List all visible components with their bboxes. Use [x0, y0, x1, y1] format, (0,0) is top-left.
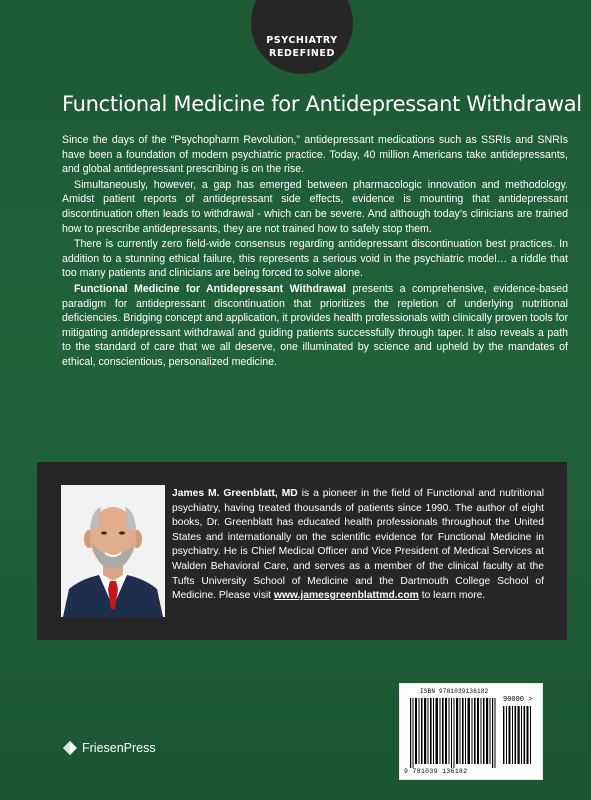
- author-website-link[interactable]: www.jamesgreenblattmd.com: [273, 590, 419, 602]
- back-cover-blurb: [62, 133, 568, 371]
- publisher-logo: [62, 740, 156, 756]
- author-bio: [172, 487, 544, 604]
- author-bio-end: to learn more.: [418, 590, 486, 602]
- isbn-label: ISBN 9781039136182: [420, 688, 489, 695]
- blurb-paragraph-4-text: presents a comprehensive, evidence-based paradigm for antidepressant discontinuation that prioritizes the repletion of underlying nutritional deficiencies. Bridging concept and application, it provides health professionals with clinically proven tools for mitigating antidepressant withdrawal and guiding patients successfully through taper. It also reveals a path to the standard of care that we all deserve, one illuminated by science and upheld by the mandates of ethical, conscientious, personalized medicine.: [62, 282, 568, 368]
- author-portrait-image: [61, 485, 165, 617]
- blurb-paragraph-4: [62, 282, 568, 370]
- barcode-digits: 9 781039 136182: [404, 768, 468, 775]
- series-line-2: REDEFINED: [269, 48, 335, 59]
- blurb-paragraph-2: Simultaneously, however, a gap has emerged between pharmacologic innovation and methodology. Amidst patient reports of antidepressant side effects, evidence is mounting that antidepressant discontinuation often leads to withdrawal - which can be severe. And although today’s clinicians are trained how to prescribe antidepressants, they are not trained how to safely stop them.: [62, 178, 568, 235]
- book-title: Functional Medicine for Antidepressant Withdrawal: [62, 92, 582, 116]
- author-name: James M. Greenblatt, MD: [172, 488, 298, 499]
- friesenpress-diamond-icon: [62, 740, 78, 756]
- series-badge: [251, 0, 353, 74]
- author-bio-text: is a pioneer in the field of Functional and nutritional psychiatry, having treated thousands of patients since 1990. The author of eight books, Dr. Greenblatt has educated health professionals throughout the United States and internationally on the scientific evidence for Functional Medicine in psychiatry. He is Chief Medical Officer and Vice President of Medical Services at Walden Behavioral Care, and serves as a member of the clinical faculty at the Tufts University School of Medicine and the Dartmouth College School of Medicine. Please visit: [172, 488, 544, 602]
- series-line-1: PSYCHIATRY: [266, 35, 338, 46]
- author-panel: [37, 462, 567, 640]
- blurb-paragraph-3: There is currently zero field-wide consensus regarding antidepressant discontinuation best practices. In addition to a stunning ethical failure, this represents a serious void in the psychiatric model… a riddle that too many patients and clinicians are being forced to solve alone.: [62, 238, 568, 280]
- blurb-book-title-bold: Functional Medicine for Antidepressant Withdrawal: [74, 282, 347, 295]
- barcode-bars: [400, 684, 544, 781]
- barcode-addon: 90000 >: [503, 696, 533, 704]
- author-photo: [61, 485, 165, 617]
- blurb-paragraph-1: Since the days of the “Psychopharm Revolution,” antidepressant medications such as SSRIs and SNRIs have been a foundation of modern psychiatric practice. Today, 40 million Americans take antidepressants, and global antidepressant prescribing is on the rise.: [62, 134, 568, 176]
- publisher-name: FriesenPress: [82, 741, 156, 755]
- isbn-barcode: [399, 683, 543, 780]
